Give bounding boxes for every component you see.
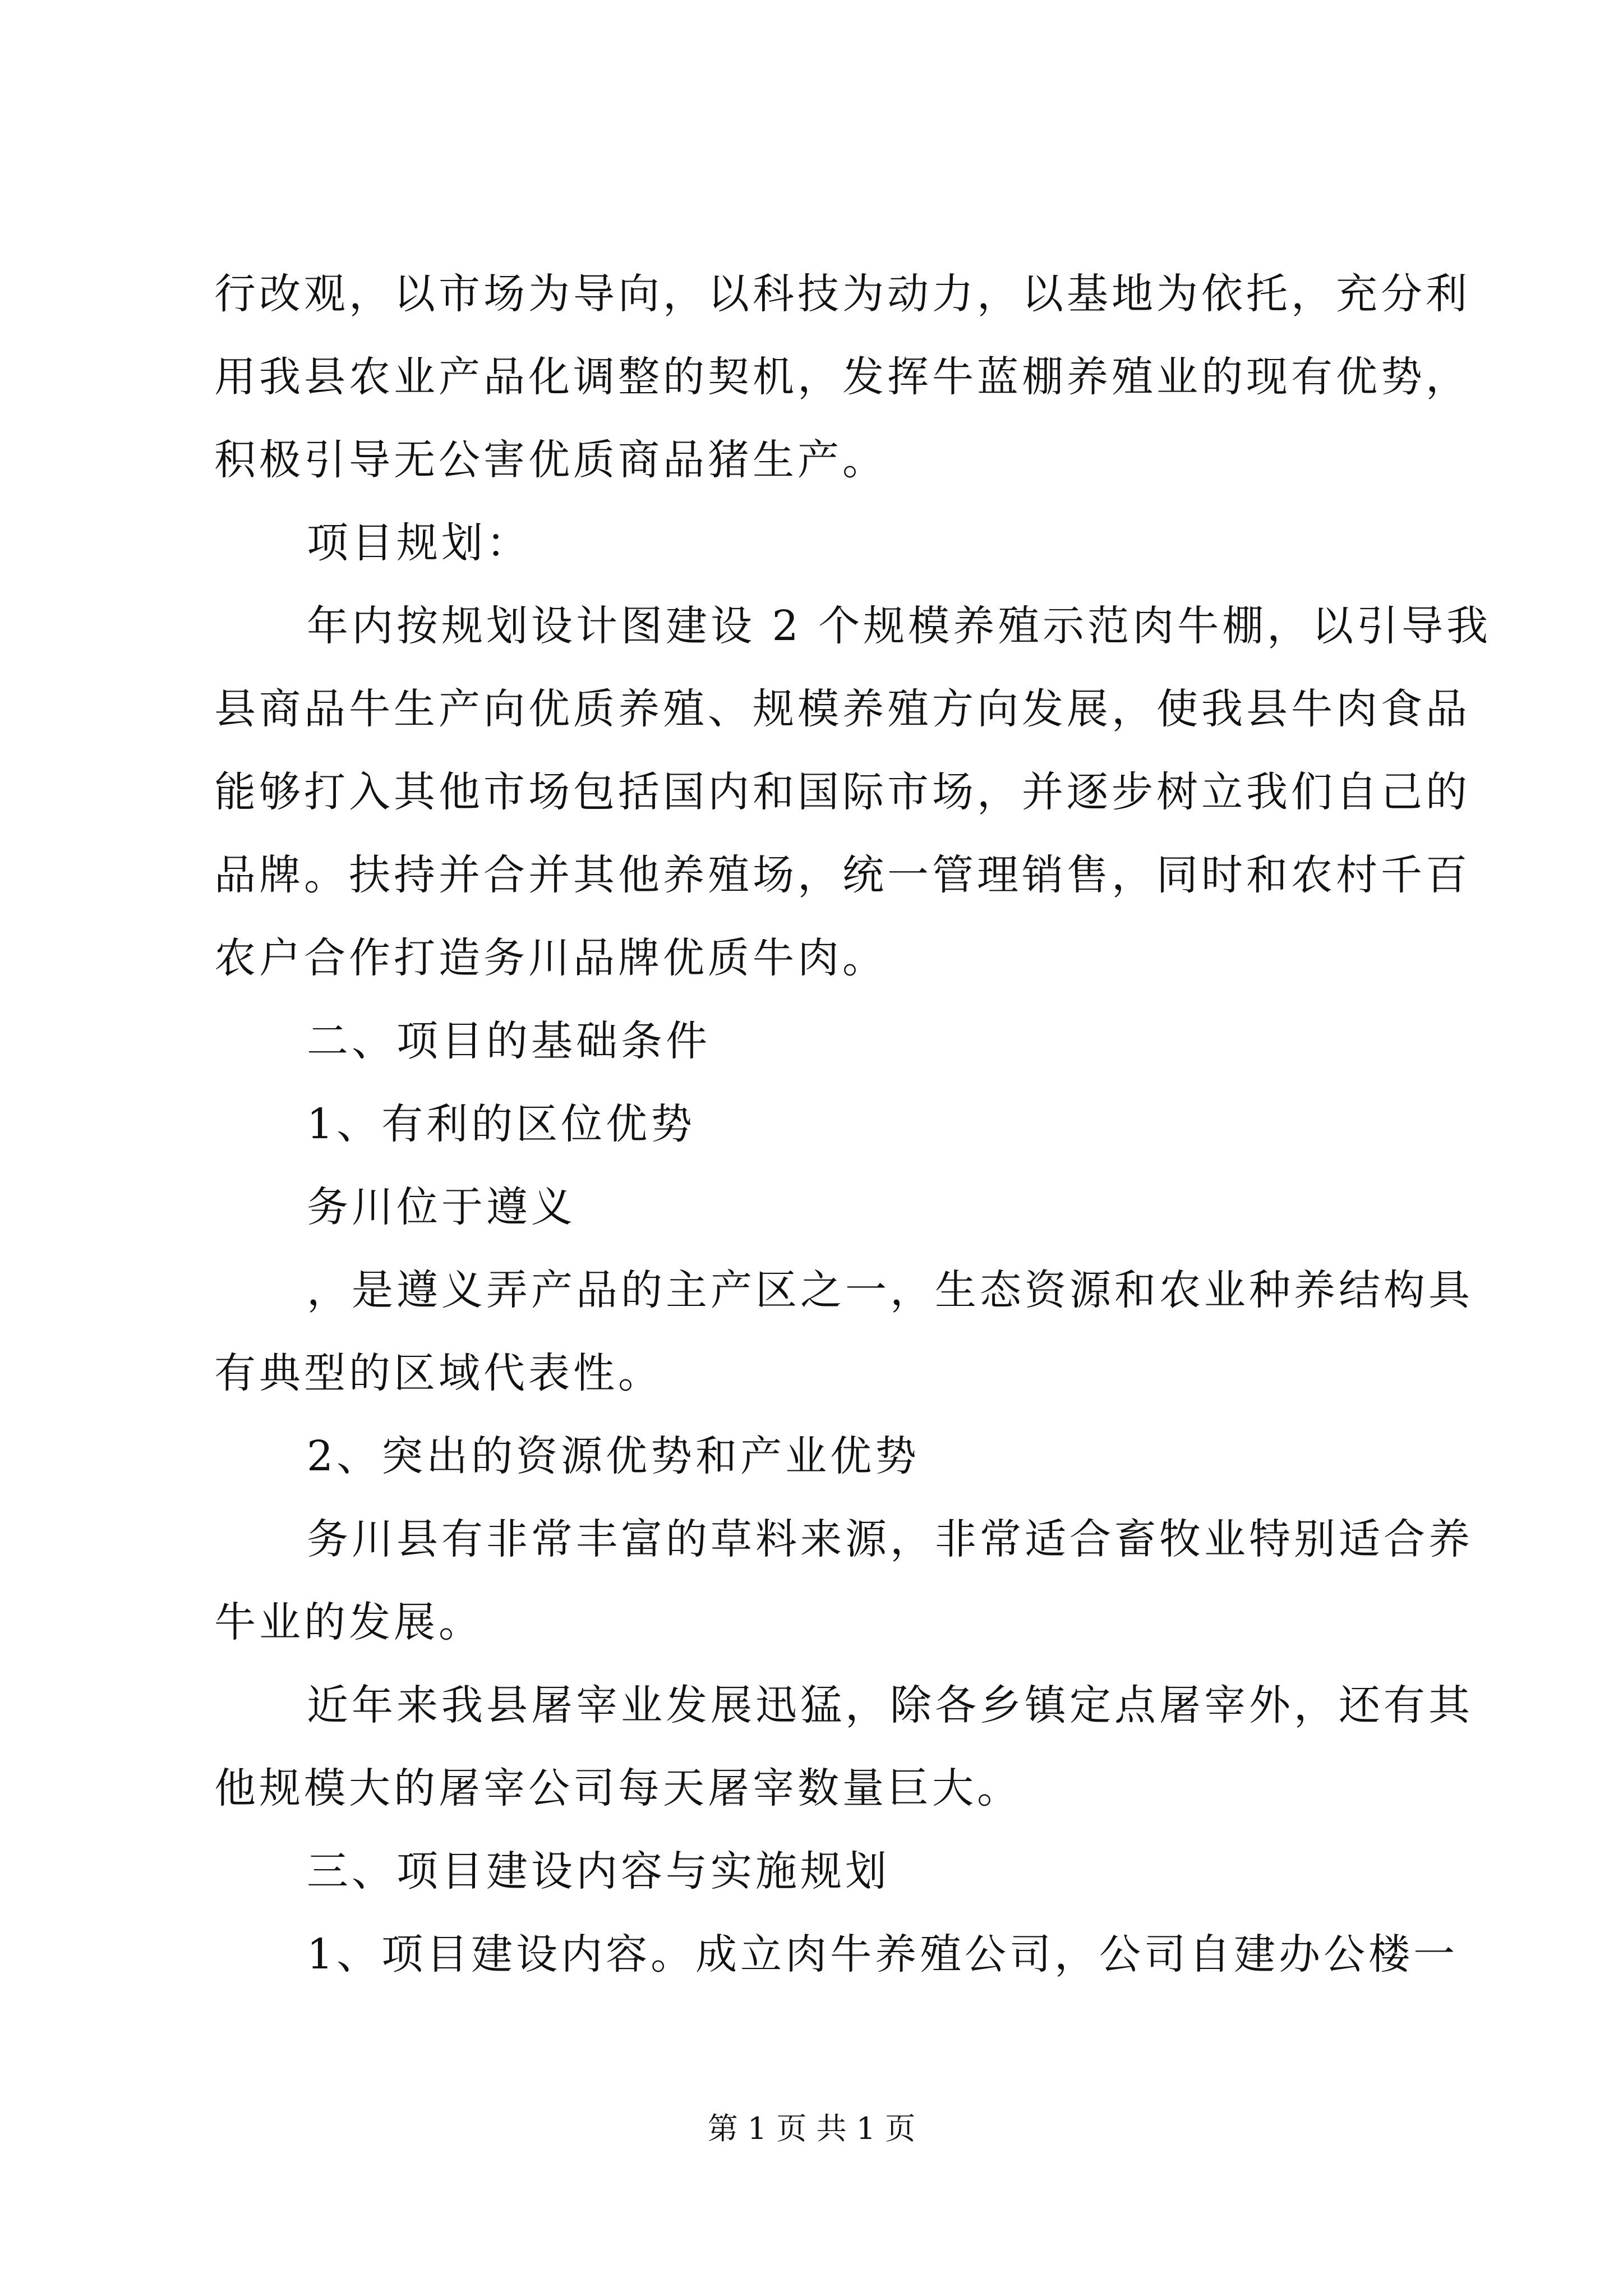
- text-line: 有典型的区域代表性。: [214, 1349, 663, 1397]
- text-line: 用我县农业产品化调整的契机，发挥牛蓝棚养殖业的现有优势，: [214, 353, 1470, 401]
- text-line: 牛业的发展。: [214, 1598, 483, 1646]
- text-line: 能够打入其他市场包括国内和国际市场，并逐步树立我们自己的: [214, 768, 1470, 816]
- text-line: 行改观，以市场为导向，以科技为动力，以基地为依托，充分利: [214, 270, 1470, 318]
- text-line: 务川位于遵义: [307, 1183, 576, 1231]
- text-line: 品牌。扶持并合并其他养殖场，统一管理销售，同时和农村千百: [214, 851, 1470, 899]
- text-line: 务川县有非常丰富的草料来源，非常适合畜牧业特别适合养: [307, 1515, 1473, 1563]
- text-line: 积极引导无公害优质商品猪生产。: [214, 436, 887, 484]
- subsection-heading: 2、突出的资源优势和产业优势: [307, 1432, 920, 1480]
- page-footer: 第 1 页 共 1 页: [707, 2111, 916, 2146]
- subsection-heading: 1、有利的区位优势: [307, 1100, 696, 1148]
- text-line: ，是遵义弄产品的主产区之一，生态资源和农业种养结构具: [307, 1266, 1473, 1314]
- text-line: 他规模大的屠宰公司每天屠宰数量巨大。: [214, 1764, 1022, 1812]
- text-line: 农户合作打造务川品牌优质牛肉。: [214, 934, 887, 982]
- text-line: 年内按规划设计图建设 2 个规模养殖示范肉牛棚，以引导我: [307, 602, 1492, 650]
- text-line: 近年来我县屠宰业发展迅猛，除各乡镇定点屠宰外，还有其: [307, 1681, 1473, 1729]
- document-body: [214, 252, 1492, 1996]
- section-heading: 三、项目建设内容与实施规划: [307, 1847, 890, 1895]
- section-heading: 二、项目的基础条件: [307, 1017, 711, 1065]
- text-line: 县商品牛生产向优质养殖、规模养殖方向发展，使我县牛肉食品: [214, 685, 1470, 733]
- text-line: 1、项目建设内容。成立肉牛养殖公司，公司自建办公楼一: [307, 1930, 1459, 1978]
- section-label: 项目规划：: [307, 519, 531, 567]
